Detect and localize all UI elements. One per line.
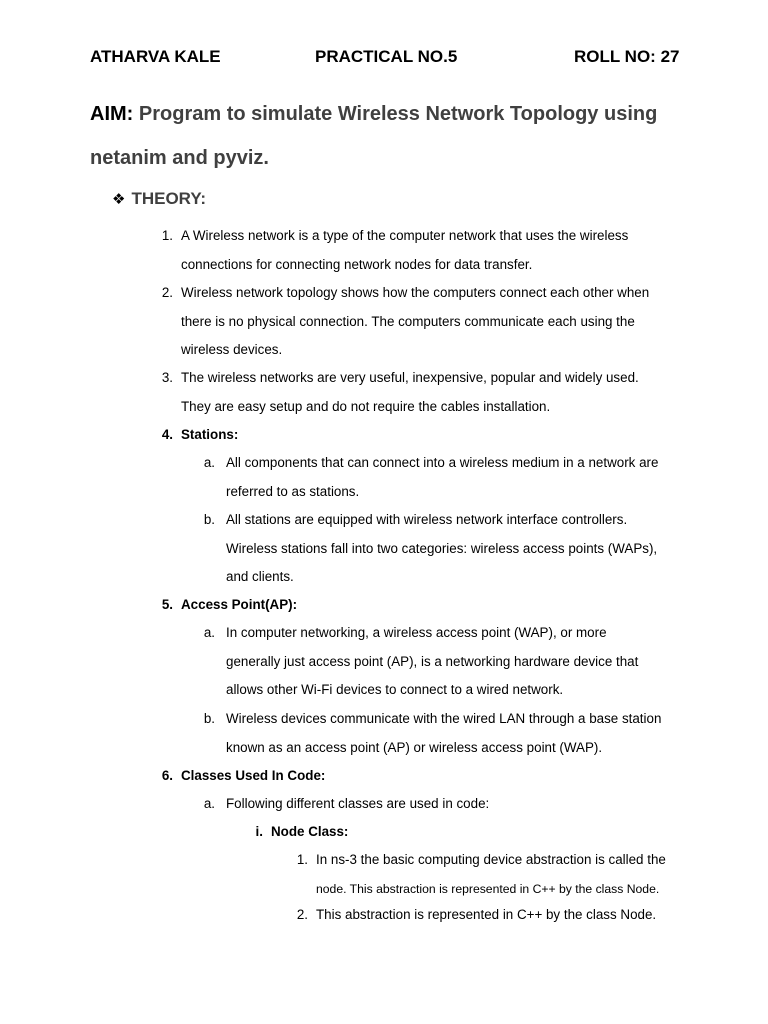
list-item-text: wireless devices. xyxy=(181,342,283,357)
list-item-title: Classes Used In Code: xyxy=(181,768,326,783)
aim-text-line1: Program to simulate Wireless Network Topology using xyxy=(138,103,658,125)
list-item-1 xyxy=(161,222,681,279)
list-item-text: connections for connecting network nodes for data transfer. xyxy=(181,256,533,272)
list-marker: a. xyxy=(203,796,215,811)
list-marker: 4. xyxy=(161,427,173,442)
list-item-text: Wireless devices communicate with the wired LAN through a base station xyxy=(226,711,662,726)
list-marker: a. xyxy=(203,455,215,470)
list-item-5b xyxy=(203,705,686,762)
list-marker: 2. xyxy=(296,907,308,922)
list-marker: 5. xyxy=(161,597,173,612)
list-item-text: All components that can connect into a wireless medium in a network are xyxy=(226,455,659,470)
list-item-text: All stations are equipped with wireless network interface controllers. xyxy=(226,512,628,527)
list-item-text: They are easy setup and do not require the cables installation. xyxy=(181,398,551,414)
list-item-title: Node Class: xyxy=(271,824,349,839)
list-marker: b. xyxy=(203,512,215,527)
list-marker: 3. xyxy=(161,370,173,385)
diamond-bullet-icon: ❖ xyxy=(112,191,126,208)
list-item-6a-i xyxy=(255,818,671,847)
list-marker: i. xyxy=(255,824,263,839)
theory-heading-text: THEORY: xyxy=(131,189,207,208)
list-item-text: Following different classes are used in code: xyxy=(226,796,490,811)
list-item-3 xyxy=(161,364,681,421)
list-item-6 xyxy=(161,762,681,791)
list-item-text: generally just access point (AP), is a networking hardware device that xyxy=(226,653,639,669)
page-header xyxy=(0,47,768,71)
list-item-4b xyxy=(203,506,686,592)
aim-label: AIM: xyxy=(90,103,134,125)
list-item-text: known as an access point (AP) or wireless access point (WAP). xyxy=(226,739,603,755)
list-item-text: and clients. xyxy=(226,569,294,584)
list-item-text: node. This abstraction is represented in C++ by the class Node. xyxy=(316,881,660,896)
list-item-5 xyxy=(161,591,681,620)
list-marker: 6. xyxy=(161,768,173,783)
list-marker: 1. xyxy=(161,228,173,243)
list-item-text: referred to as stations. xyxy=(226,483,360,499)
list-item-text: Wireless stations fall into two categories: wireless access points (WAPs), xyxy=(226,540,658,556)
student-name: ATHARVA KALE xyxy=(90,47,221,66)
aim-heading xyxy=(90,92,700,180)
list-item-text: A Wireless network is a type of the computer network that uses the wireless xyxy=(181,228,629,243)
list-item-text: allows other Wi-Fi devices to connect to a wired network. xyxy=(226,682,564,697)
list-item-text: In computer networking, a wireless access point (WAP), or more xyxy=(226,625,607,640)
list-marker: b. xyxy=(203,711,215,726)
list-item-5a xyxy=(203,619,686,705)
list-item-text: The wireless networks are very useful, inexpensive, popular and widely used. xyxy=(181,370,639,385)
list-marker: 2. xyxy=(161,285,173,300)
list-item-4a xyxy=(203,449,686,506)
list-item-6a-i-2 xyxy=(296,901,696,930)
list-item-4 xyxy=(161,421,681,450)
list-item-text: there is no physical connection. The computers communicate each using the xyxy=(181,313,635,329)
list-item-6a-i-1 xyxy=(296,846,696,903)
list-item-title: Access Point(AP): xyxy=(181,597,298,612)
list-item-2 xyxy=(161,279,681,365)
roll-number: ROLL NO: 27 xyxy=(574,47,680,66)
list-item-title: Stations: xyxy=(181,427,239,442)
practical-number: PRACTICAL NO.5 xyxy=(315,47,458,66)
theory-heading xyxy=(112,189,206,209)
aim-text-line2: netanim and pyviz. xyxy=(90,147,269,169)
list-marker: a. xyxy=(203,625,215,640)
list-item-6a xyxy=(203,790,686,819)
list-item-text: In ns-3 the basic computing device abstraction is called the xyxy=(316,852,666,867)
list-marker: 1. xyxy=(296,852,308,867)
list-item-text: This abstraction is represented in C++ by the class Node. xyxy=(316,907,657,922)
list-item-text: Wireless network topology shows how the computers connect each other when xyxy=(181,285,650,300)
